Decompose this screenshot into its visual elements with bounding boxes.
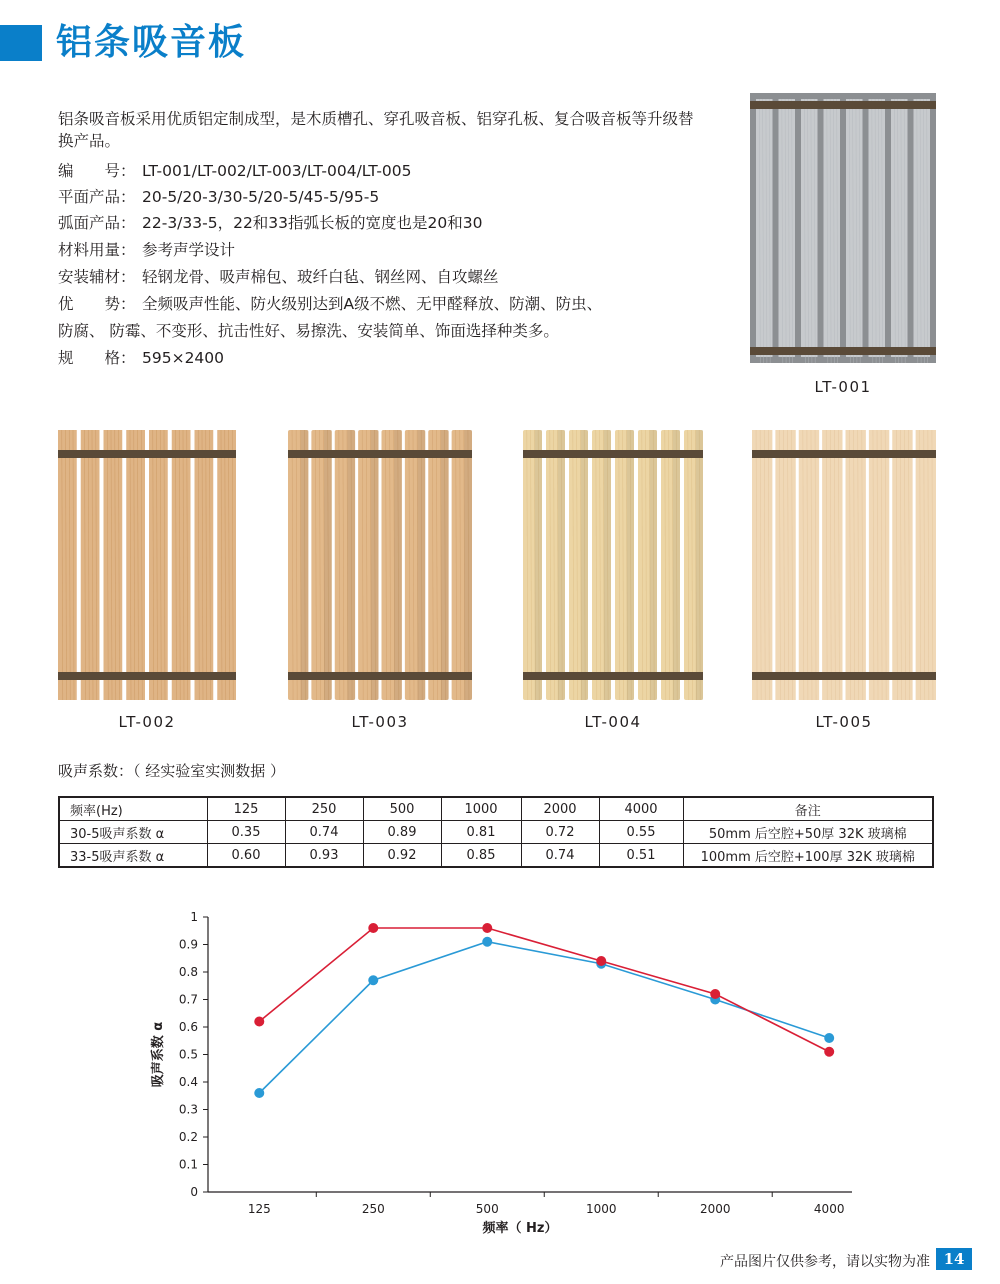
product-caption-lt-003: LT-003 <box>351 713 409 731</box>
spec-line-accessories <box>58 266 718 288</box>
panel-rail <box>523 450 703 458</box>
panel-rail <box>752 672 936 680</box>
table-cell: 33-5吸声系数 α <box>59 844 207 868</box>
spec-line-flat <box>58 186 718 208</box>
table-cell: 0.85 <box>441 844 521 868</box>
spec-line-curved <box>58 212 718 234</box>
title-accent-bar <box>0 25 42 61</box>
data-point <box>482 923 492 933</box>
y-tick-label: 0 <box>190 1185 198 1199</box>
panel-shade <box>301 430 309 700</box>
table-header-cell: 备注 <box>683 797 933 821</box>
table-header-cell: 125 <box>207 797 285 821</box>
table-cell: 0.72 <box>521 821 599 844</box>
table-cell: 0.35 <box>207 821 285 844</box>
spec-label: 优 势： <box>58 295 136 313</box>
spec-label: 弧面产品： <box>58 214 136 232</box>
table-cell: 0.55 <box>599 821 683 844</box>
spec-line-advantages <box>58 293 718 315</box>
table-cell: 0.60 <box>207 844 285 868</box>
y-tick-label: 0.8 <box>178 965 198 979</box>
panel-rail <box>58 450 236 458</box>
spec-label: 规 格： <box>58 349 136 367</box>
product-caption-lt-002: LT-002 <box>118 713 176 731</box>
spec-value: 20-5/20-3/30-5/20-5/45-5/95-5 <box>142 188 380 206</box>
table-cell: 0.51 <box>599 844 683 868</box>
product-image-lt-004 <box>523 430 703 700</box>
panel-battens <box>523 430 703 700</box>
panel-shade <box>418 430 426 700</box>
y-tick-label: 0.4 <box>178 1075 198 1089</box>
data-point <box>368 975 378 985</box>
spec-value: 防腐、 防霉、不变形、抗击性好、易擦洗、安装简单、饰面选择种类多。 <box>58 322 559 340</box>
product-caption-lt-004: LT-004 <box>584 713 642 731</box>
table-header-cell: 4000 <box>599 797 683 821</box>
table-cell: 0.74 <box>521 844 599 868</box>
x-tick-label: 4000 <box>813 1202 845 1216</box>
data-point <box>482 937 492 947</box>
panel-rail <box>523 672 703 680</box>
spec-label: 材料用量： <box>58 241 136 259</box>
y-tick-label: 0.5 <box>178 1047 198 1062</box>
spec-label: 平面产品： <box>58 188 136 206</box>
panel-shade <box>581 430 588 700</box>
y-tick-label: 0.6 <box>178 1020 198 1034</box>
panel-shade <box>627 430 634 700</box>
table-cell: 0.81 <box>441 821 521 844</box>
table-row <box>59 821 933 844</box>
table-cell: 0.93 <box>285 844 363 868</box>
spec-value: 全频吸声性能、防火级别达到A级不燃、无甲醛释放、防潮、防虫、 <box>142 295 603 313</box>
table-header-row <box>59 797 933 821</box>
panel-rail <box>58 672 236 680</box>
x-tick-label: 2000 <box>699 1202 731 1216</box>
panel-shade <box>464 430 472 700</box>
table-header-cell: 频率(Hz) <box>59 797 207 821</box>
spec-value: 参考声学设计 <box>142 241 236 259</box>
y-tick-label: 1 <box>190 910 198 924</box>
series-line <box>259 942 829 1093</box>
panel-shade <box>696 430 703 700</box>
y-tick-label: 0.9 <box>178 937 198 952</box>
spec-line-usage <box>58 239 718 261</box>
table-header-cell: 1000 <box>441 797 521 821</box>
y-tick-label: 0.7 <box>178 992 198 1007</box>
spec-line-size <box>58 347 718 369</box>
intro-paragraph <box>58 108 698 152</box>
x-tick-label: 500 <box>475 1202 499 1216</box>
panel-rail <box>750 101 936 109</box>
data-point <box>824 1033 834 1043</box>
panel-shade <box>604 430 611 700</box>
panel-shade <box>650 430 657 700</box>
product-caption-lt-001: LT-001 <box>814 378 872 396</box>
panel-shade <box>441 430 449 700</box>
table-header-cell: 2000 <box>521 797 599 821</box>
panel-shade <box>371 430 379 700</box>
table-cell: 100mm 后空腔+100厚 32K 玻璃棉 <box>683 844 933 868</box>
absorption-table <box>58 796 934 868</box>
spec-label: 编 号： <box>58 162 136 180</box>
product-caption-lt-005: LT-005 <box>815 713 873 731</box>
x-tick-label: 125 <box>247 1202 271 1216</box>
product-image-lt-002 <box>58 430 236 700</box>
product-image-lt-003 <box>288 430 472 700</box>
data-point <box>596 956 606 966</box>
panel-battens <box>288 430 472 700</box>
table-header-cell: 250 <box>285 797 363 821</box>
panel-rail <box>288 672 472 680</box>
spec-line-advantages-cont <box>58 320 718 342</box>
table-cell: 0.89 <box>363 821 441 844</box>
table-header-cell: 500 <box>363 797 441 821</box>
panel-rail <box>288 450 472 458</box>
page-number: 14 <box>936 1248 972 1270</box>
table-cell: 0.74 <box>285 821 363 844</box>
y-tick-label: 0.2 <box>178 1130 198 1144</box>
product-image-lt-001 <box>750 93 936 363</box>
spec-value: 22-3/33-5，22和33指弧长板的宽度也是20和30 <box>142 214 483 232</box>
intro-text: 铝条吸音板采用优质铝定制成型，是木质槽孔、穿孔吸音板、铝穿孔板、复合吸音板等升级替换产品。 <box>58 110 694 150</box>
product-image-lt-005 <box>752 430 936 700</box>
series-line <box>259 928 829 1052</box>
panel-shade <box>347 430 355 700</box>
panel-battens <box>58 430 236 700</box>
panel-frame <box>750 93 936 363</box>
data-point <box>368 923 378 933</box>
x-tick-label: 250 <box>361 1202 385 1216</box>
panel-battens <box>752 430 936 700</box>
spec-value: 595×2400 <box>142 349 225 367</box>
panel-rail <box>750 347 936 355</box>
panel-shade <box>558 430 565 700</box>
spec-value: 轻钢龙骨、吸声棉包、玻纤白毡、钢丝网、自攻螺丝 <box>142 268 499 286</box>
absorption-section-label: 吸声系数：（ 经实验室实测数据 ） <box>58 762 286 780</box>
spec-label: 安装辅材： <box>58 268 136 286</box>
absorption-chart <box>140 900 860 1245</box>
y-tick-label: 0.3 <box>178 1102 198 1117</box>
panel-shade <box>394 430 402 700</box>
data-point <box>254 1088 264 1098</box>
data-point <box>254 1017 264 1027</box>
y-tick-label: 0.1 <box>178 1157 198 1172</box>
table-cell: 0.92 <box>363 844 441 868</box>
panel-shade <box>535 430 542 700</box>
data-point <box>710 989 720 999</box>
y-axis-label: 吸声系数 α <box>151 1021 166 1088</box>
spec-line-code <box>58 160 718 182</box>
footer-note: 产品图片仅供参考，请以实物为准 <box>720 1254 930 1270</box>
table-cell: 30-5吸声系数 α <box>59 821 207 844</box>
panel-shade <box>673 430 680 700</box>
panel-shade <box>324 430 332 700</box>
data-point <box>824 1047 834 1057</box>
x-axis-label: 频率（ Hz） <box>482 1221 558 1236</box>
page-title: 铝条吸音板 <box>56 22 247 63</box>
panel-rail <box>752 450 936 458</box>
x-tick-label: 1000 <box>585 1202 617 1216</box>
spec-value: LT-001/LT-002/LT-003/LT-004/LT-005 <box>142 162 412 180</box>
table-row <box>59 844 933 868</box>
table-cell: 50mm 后空腔+50厚 32K 玻璃棉 <box>683 821 933 844</box>
